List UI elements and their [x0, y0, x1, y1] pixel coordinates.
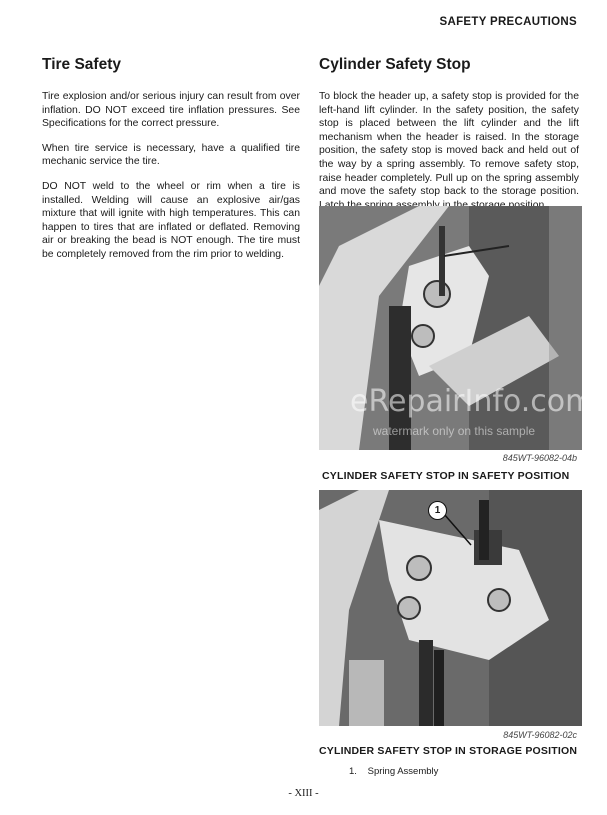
cylinder-safety-section: [319, 56, 579, 223]
callout-1: 1: [428, 501, 447, 520]
tire-safety-section: [42, 56, 300, 273]
tire-safety-title: Tire Safety: [42, 56, 121, 73]
tire-safety-paragraph-2: When tire service is necessary, have a qualified tire mechanic service the tire.: [42, 142, 300, 168]
figure-2-caption: CYLINDER SAFETY STOP IN STORAGE POSITION: [319, 745, 578, 757]
figure-1-caption: CYLINDER SAFETY STOP IN SAFETY POSITION: [322, 470, 570, 482]
watermark-text: eRepairInfo.com: [350, 384, 595, 419]
cylinder-safety-paragraph: To block the header up, a safety stop is provided for the left-hand lift cylinder. In the safety position, the safety stop is placed between the lift cylinder and the lift mechanism when the header is raised. In the storage position, the safety stop is moved back and held out of the way by a spring assembly. To remove safety stop, raise header completely. Pull up on the spring assembly and move the safety stop back to the storage position.: [319, 91, 579, 198]
cylinder-safety-title: Cylinder Safety Stop: [319, 56, 471, 73]
watermark-subtext: watermark only on this sample: [373, 424, 536, 438]
section-header: SAFETY PRECAUTIONS: [439, 16, 577, 28]
figure-1-id: 845WT-96082-04b: [502, 453, 577, 463]
legend-label: Spring Assembly: [367, 766, 439, 777]
figure-legend: [349, 766, 438, 777]
tire-safety-paragraph-1: Tire explosion and/or serious injury can result from over inflation. DO NOT exceed tire inflation pressures. See Specifications for the correct pressure.: [42, 91, 300, 130]
figure-2-id: 845WT-96082-02c: [503, 730, 577, 740]
page-number: - XIII -: [288, 788, 319, 799]
tire-safety-paragraph-3: DO NOT weld to the wheel or rim when a tire is installed. Welding will cause an explosive air/gas mixture that will ignite with high temperatures. This can happen to tires that are inflated or deflated. Removing air or breaking the bead is NOT enough. The tire must be completely removed from the rim prior to welding.: [42, 180, 300, 260]
storage-position-photo: [319, 490, 582, 726]
legend-number: 1.: [349, 766, 357, 777]
